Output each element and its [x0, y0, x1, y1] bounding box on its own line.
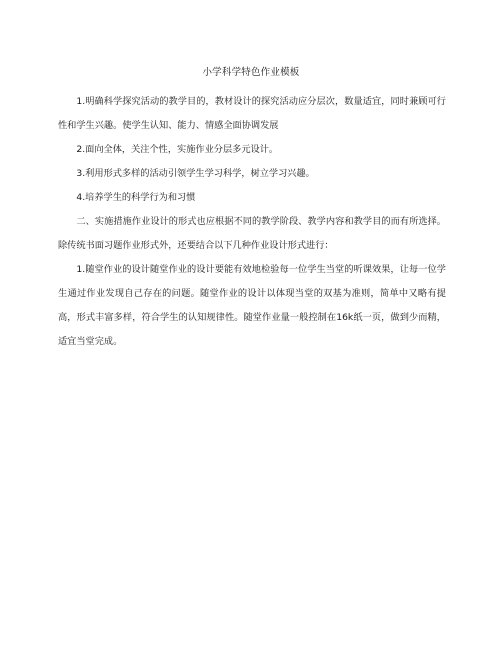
document-body [58, 90, 446, 354]
paragraph-5: 二、实施措施作业设计的形式也应根据不同的教学阶段、教学内容和教学目的而有所选择。除传统书面习题作业形式外，还要结合以下几种作业设计形式进行： [58, 216, 446, 251]
paragraph-1: 1.明确科学探究活动的教学目的，教材设计的探究活动应分层次，数量适宜，同时兼顾可行性和学生兴趣。使学生认知、能力、情感全面协调发展 [58, 96, 446, 131]
paragraph-2: 2.面向全体，关注个性，实施作业分层多元设计。 [76, 144, 279, 155]
paragraph-4: 4.培养学生的科学行为和习惯 [76, 192, 196, 203]
document-title: 小学科学特色作业模板 [202, 67, 300, 78]
paragraph-3: 3.利用形式多样的活动引领学生学习科学，树立学习兴趣。 [76, 168, 315, 179]
paragraph-6: 1.随堂作业的设计随堂作业的设计要能有效地检验每一位学生当堂的听课效果，让每一位学生通过作业发现自己存在的问题。随堂作业的设计以体现当堂的双基为准则，简单中又略有提高，形式丰富多样，符合学生的认知规律性。随堂作业量一般控制在16k纸一页，做到少而精，适宜当堂完成。 [58, 264, 446, 347]
